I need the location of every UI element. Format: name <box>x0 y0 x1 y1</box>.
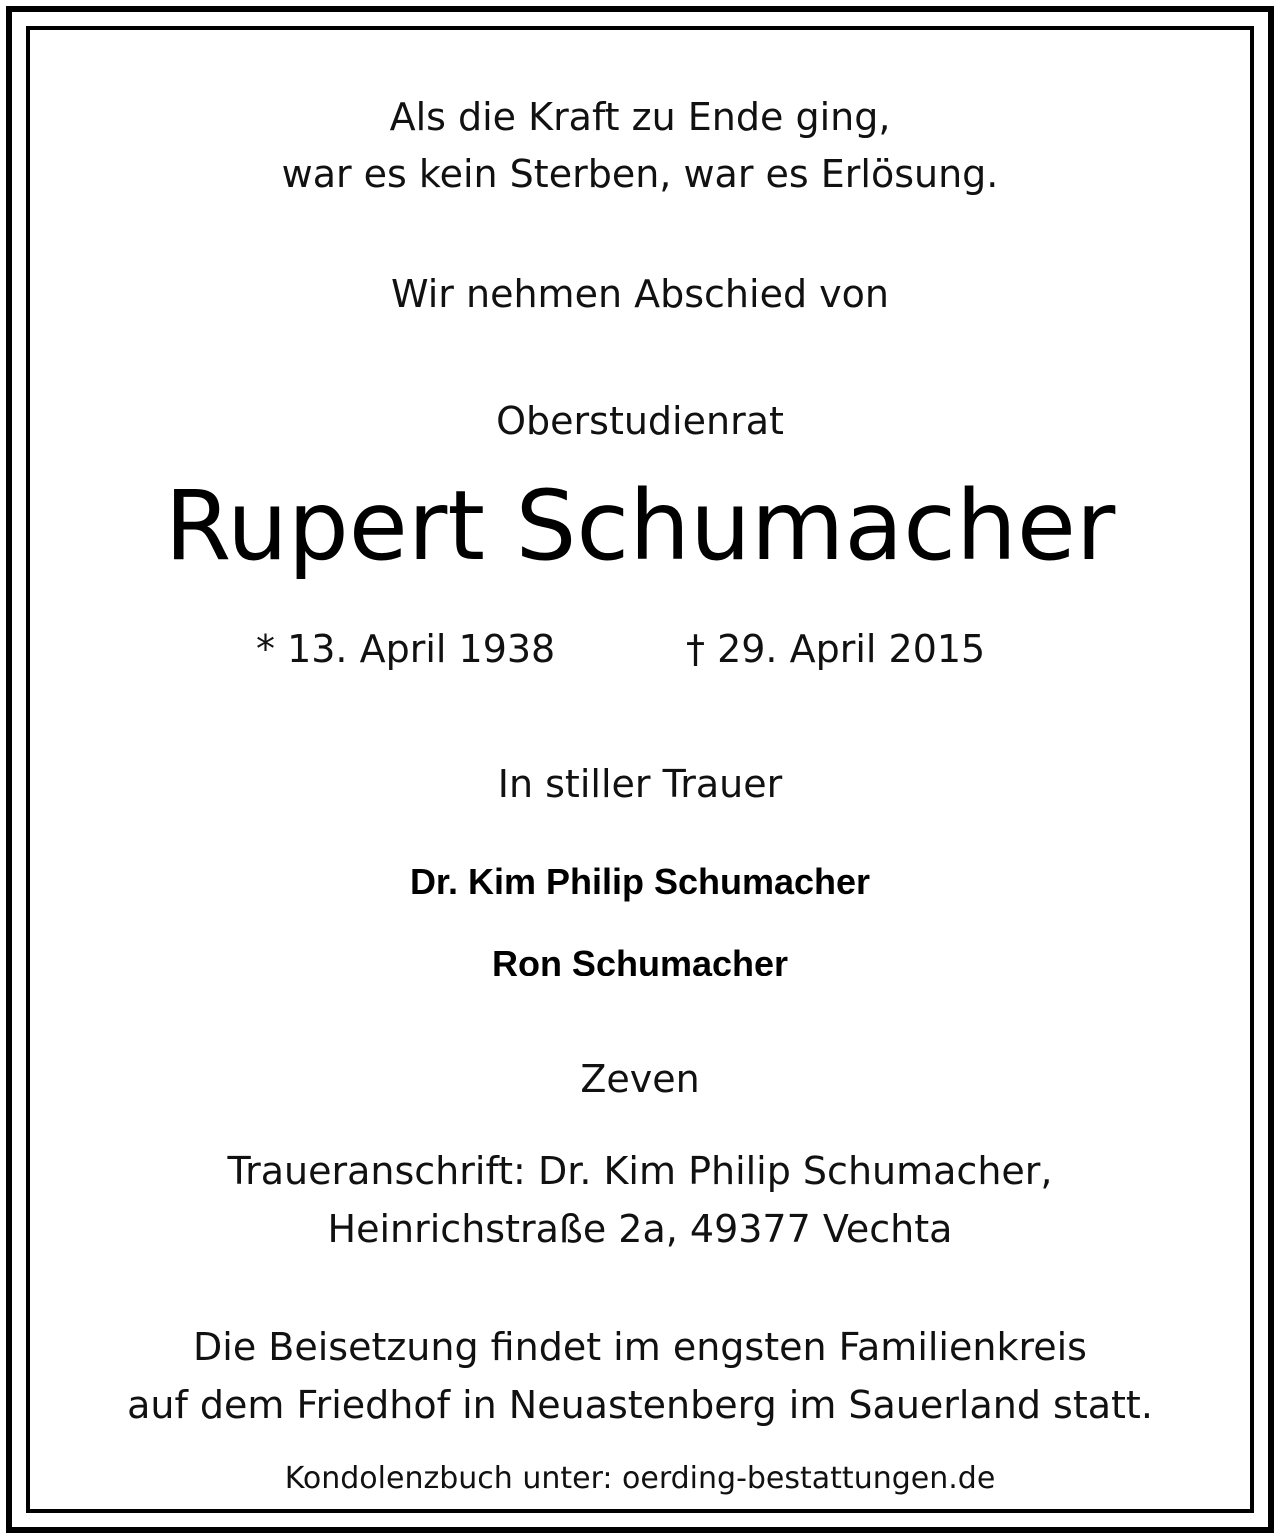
deceased-title: Oberstudienrat <box>496 399 784 443</box>
mourner-1: Dr. Kim Philip Schumacher <box>409 861 871 902</box>
verse-line-1: Als die Kraft zu Ende ging, <box>389 95 891 139</box>
verse-line-2: war es kein Sterben, war es Erlösung. <box>281 152 999 196</box>
burial-line-1: Die Beisetzung findet im engsten Familienkreis <box>193 1325 1087 1369</box>
deceased-name: Rupert Schumacher <box>164 470 1116 582</box>
place: Zeven <box>580 1057 700 1101</box>
mourner-2: Ron Schumacher <box>491 946 789 976</box>
address-line-1: Traueranschrift: Dr. Kim Philip Schumacher, <box>227 1149 1053 1193</box>
mourning-heading: In stiller Trauer <box>497 762 783 806</box>
farewell-intro: Wir nehmen Abschied von <box>391 272 889 316</box>
address-line-2: Heinrichstraße 2a, 49377 Vechta <box>327 1207 953 1251</box>
birth-date: * 13. April 1938 <box>256 627 556 671</box>
death-date: † 29. April 2015 <box>686 627 986 671</box>
burial-line-2: auf dem Friedhof in Neuastenberg im Sauerland statt. <box>127 1383 1153 1427</box>
condolence-note: Kondolenzbuch unter: oerding-bestattungen.de <box>284 1461 996 1496</box>
life-dates <box>30 627 1250 674</box>
